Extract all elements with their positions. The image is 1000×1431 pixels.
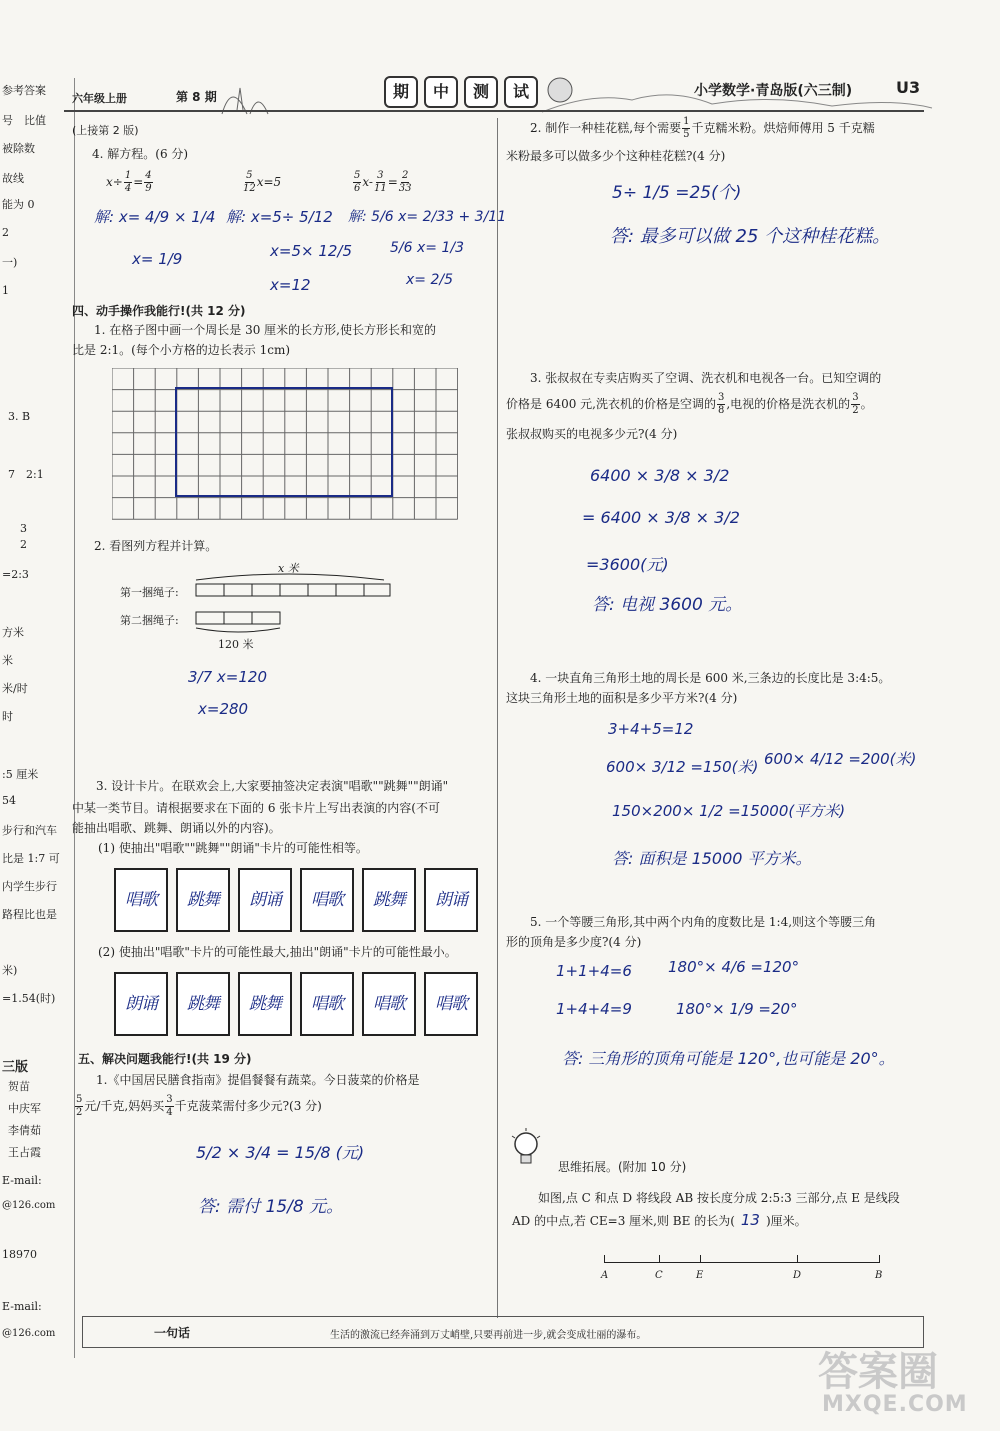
question-text: 能抽出唱歌、跳舞、朗诵以外的内容)。 [72,821,281,835]
card: 唱歌 [424,972,478,1036]
strip-line: :5 厘米 [2,768,39,781]
strip-line: E-mail: [2,1300,42,1313]
denominator: 6 [354,183,361,194]
fraction [144,170,152,195]
fraction [165,1094,173,1119]
handwritten-answer: x= 2/5 [406,272,453,288]
denominator: 2 [76,1107,83,1118]
title-char: 期 [384,76,418,108]
strip-line: 能为 0 [2,198,35,211]
point-label: E [696,1270,704,1281]
handwritten-answer: 答: 最多可以做 25 个这种桂花糕。 [610,226,891,247]
denominator: 8 [717,405,725,416]
x-label: x 米 [278,562,299,575]
numerator: 3 [166,1094,173,1105]
strip-line: 54 [2,794,16,807]
strip-line: E-mail: [2,1174,42,1187]
strip-line: 米) [2,964,18,977]
q-text: 2. 制作一种桂花糕,每个需要 [530,121,682,135]
card: 朗诵 [114,972,168,1036]
handwritten-answer: 答: 面积是 15000 平方米。 [612,849,812,868]
handwritten-answer: 1+4+4=9 [556,1000,632,1018]
equation-3 [352,170,413,195]
q-text: AD 的中点,若 CE=3 厘米,则 BE 的长为( [512,1214,735,1228]
q-text: 。 [860,397,873,411]
q-text: 千克糯米粉。烘焙师傅用 5 千克糯 [691,121,875,135]
numerator: 1 [124,170,132,181]
card: 唱歌 [362,972,416,1036]
equation-2 [242,170,281,195]
rope-diagram [190,566,400,636]
handwritten-answer: 13 [740,1211,760,1229]
strip-line: 中庆军 [8,1102,41,1115]
numerator: 5 [76,1094,83,1105]
question-text: (1) 使抽出"唱歌""跳舞""朗诵"卡片的可能性相等。 [98,841,368,855]
question-text: 如图,点 C 和点 D 将线段 AB 按长度分成 2:5:3 三部分,点 E 是线段 [538,1191,900,1205]
q4-label: 4. 解方程。(6 分) [92,147,189,161]
denominator: 33 [398,183,412,194]
strip-line: 被除数 [2,142,35,155]
strip-line: 一) [2,256,18,269]
eq-text: x- [362,175,373,189]
eq-text: x=5 [256,175,282,189]
numerator: 4 [145,170,152,181]
handwritten-answer: 解: x= 4/9 × 1/4 [94,208,216,226]
q-text: ,电视的价格是洗衣机的 [726,397,851,411]
question-text: 3. 张叔叔在专卖店购买了空调、洗衣机和电视各一台。已知空调的 [530,371,882,385]
question-text: 2. 看图列方程并计算。 [94,539,218,553]
denominator: 9 [145,183,152,194]
grade-label: 六年级上册 [72,92,127,105]
question-text: 这块三角形土地的面积是多少平方米?(4 分) [506,691,738,705]
handwritten-answer: 5/6 x= 1/3 [390,240,464,256]
handwritten-answer: 6400 × 3/8 × 3/2 [590,466,730,485]
card: 唱歌 [300,868,354,932]
denominator: 2 [852,405,859,416]
question-text: 比是 2:1。(每个小方格的边长表示 1cm) [72,343,291,357]
strip-line: 李倩茹 [8,1124,41,1137]
numerator: 3 [852,392,859,403]
question-text: 5. 一个等腰三角形,其中两个内角的度数比是 1:4,则这个等腰三角 [530,915,877,929]
strip-line: @126.com [2,1328,56,1339]
issue-label: 第 8 期 [176,90,217,104]
card: 唱歌 [114,868,168,932]
handwritten-answer: x=12 [270,276,311,294]
numerator: 3 [377,170,384,181]
strip-line: 3 [20,522,27,535]
question-text: 形的顶角是多少度?(4 分) [506,935,642,949]
segment-ab [604,1262,880,1263]
handwritten-answer: 5÷ 1/5 =25(个) [612,183,742,203]
card: 朗诵 [238,868,292,932]
strip-line: 2 [2,226,9,239]
strip-line: 2 [20,538,27,551]
question-text-fractions [74,1094,322,1119]
handwritten-answer: x=280 [198,700,249,718]
strip-line: 路程比也是 [2,908,57,921]
card: 跳舞 [176,972,230,1036]
question-text: (2) 使抽出"唱歌"卡片的可能性最大,抽出"朗诵"卡片的可能性最小。 [98,945,457,959]
handwritten-answer: 答: 三角形的顶角可能是 120°,也可能是 20°。 [562,1049,895,1068]
denominator: 5 [683,129,690,140]
strip-line: 故线 [2,172,24,185]
left-answer-strip [0,78,75,1358]
question-text-fractions [506,392,873,417]
strip-line: 18970 [2,1248,37,1261]
fraction [243,170,256,195]
question-text: 3. 设计卡片。在联欢会上,大家要抽签决定表演"唱歌""跳舞""朗诵" [96,779,449,793]
card: 唱歌 [300,972,354,1036]
handwritten-answer: =3600(元) [586,555,669,574]
footer-quote: 生活的激流已经奔涌到万丈峭壁,只要再前进一步,就会变成壮丽的瀑布。 [330,1330,647,1341]
strip-line: 米/时 [2,682,28,695]
rope-2-label: 第二捆绳子: [120,614,179,627]
fraction [374,170,387,195]
q-text: 千克菠菜需付多少元?(3 分) [174,1099,322,1113]
question-text-fractions [530,116,875,141]
point-label: D [793,1270,802,1281]
fraction [851,392,859,417]
q-text: 元/千克,妈妈买 [84,1099,165,1113]
tick-b [879,1255,880,1263]
section-5-title: 五、解决问题我能行!(共 19 分) [78,1052,252,1066]
denominator: 11 [374,183,387,194]
handwritten-answer: 答: 电视 3600 元。 [592,595,743,615]
strip-line: 7 2:1 [8,468,44,481]
drawn-rectangle [176,388,392,496]
strip-line: 米 [2,654,13,667]
rope-1-label: 第一捆绳子: [120,586,179,599]
question-text-blank [512,1208,807,1233]
numerator: 2 [401,170,409,181]
tick-c [659,1255,660,1263]
eq-text: = [387,175,398,189]
lightbulb-icon [508,1126,544,1170]
eq-text: = [133,175,144,189]
strip-line: @126.com [2,1200,56,1211]
strip-line: 王占霞 [8,1146,41,1159]
strip-line: 内学生步行 [2,880,57,893]
question-text: 米粉最多可以做多少个这种桂花糕?(4 分) [506,149,726,163]
tick-d [797,1255,798,1263]
handwritten-answer: 3+4+5=12 [608,720,694,738]
tick-a [604,1255,605,1263]
fraction [399,170,412,195]
tick-e [700,1255,701,1263]
section-4-title: 四、动手操作我能行!(共 12 分) [72,304,246,318]
column-divider [497,118,498,1318]
question-text: 1. 在格子图中画一个周长是 30 厘米的长方形,使长方形长和宽的 [94,323,436,337]
title-char: 测 [464,76,498,108]
strip-line: 3. B [8,410,31,423]
watermark-url: MXQE.COM [822,1392,968,1417]
equation-1 [106,170,154,195]
q-text: 价格是 6400 元,洗衣机的价格是空调的 [506,397,716,411]
question-text: 中某一类节目。请根据要求在下面的 6 张卡片上写出表演的内容(不可 [72,801,440,815]
card: 跳舞 [238,972,292,1036]
card: 朗诵 [424,868,478,932]
point-label: C [655,1270,663,1281]
handwritten-answer: = 6400 × 3/8 × 3/2 [582,508,740,527]
publication-title: 小学数学·青岛版(六三制) [694,83,853,99]
question-text: 4. 一块直角三角形土地的周长是 600 米,三条边的长度比是 3:4:5。 [530,671,891,685]
strip-line: 比是 1:7 可 [2,852,60,865]
handwritten-answer: 3/7 x=120 [188,668,267,686]
point-label: B [875,1270,883,1281]
handwritten-answer: 150×200× 1/2 =15000(平方米) [612,802,846,820]
extension-title: 思维拓展。(附加 10 分) [558,1160,687,1174]
numerator: 5 [354,170,361,181]
strip-line: =1.54(时) [2,992,56,1005]
strip-line: 参考答案 [2,84,46,97]
strip-line: 1 [2,284,9,297]
question-text: 1.《中国居民膳食指南》提倡餐餐有蔬菜。今日菠菜的价格是 [96,1073,420,1087]
numerator: 3 [717,392,725,403]
footer-label: 一句话 [154,1326,191,1340]
handwritten-answer: 180°× 1/9 =20° [676,1000,798,1018]
title-char: 试 [504,76,538,108]
card: 跳舞 [362,868,416,932]
denominator: 4 [124,183,132,194]
watermark-logo: 答案圈 [818,1349,938,1395]
question-text: 张叔叔购买的电视多少元?(4 分) [506,427,678,441]
strip-line: 时 [2,710,13,723]
length-120-label: 120 米 [218,638,254,651]
handwritten-answer: 180°× 4/6 =120° [668,958,800,976]
denominator: 4 [166,1107,173,1118]
continued-note: (上接第 2 版) [72,124,139,137]
point-label: A [601,1270,609,1281]
numerator: 5 [246,170,253,181]
handwritten-answer: 答: 需付 15/8 元。 [198,1197,344,1217]
header-rule [64,110,924,112]
handwritten-answer: x=5× 12/5 [270,242,353,260]
strip-line: 步行和汽车 [2,824,57,837]
fraction [717,392,725,417]
strip-line: 方米 [2,626,24,639]
handwritten-answer: 1+1+4=6 [556,962,632,980]
fraction [124,170,132,195]
card: 跳舞 [176,868,230,932]
handwritten-answer: 解: x=5÷ 5/12 [226,208,333,226]
fraction [75,1094,83,1119]
handwritten-answer: 600× 3/12 =150(米) [606,758,759,776]
fraction [353,170,361,195]
q-text: )厘米。 [765,1214,807,1228]
handwritten-answer: 解: 5/6 x= 2/33 + 3/11 [348,209,507,225]
handwritten-answer: 5/2 × 3/4 = 15/8 (元) [196,1143,365,1162]
eq-text: x÷ [106,175,123,189]
fraction [682,116,690,141]
denominator: 12 [243,183,256,194]
title-char: 中 [424,76,458,108]
strip-line: 三版 [2,1060,29,1075]
strip-line: 贺苗 [8,1080,30,1093]
strip-line: 号 比值 [2,114,46,127]
numerator: 1 [683,116,690,127]
page-id: U3 [896,78,921,97]
strip-line: =2:3 [2,568,29,581]
square-grid [112,368,458,524]
handwritten-answer: x= 1/9 [132,250,183,268]
handwritten-answer: 600× 4/12 =200(米) [764,750,917,768]
